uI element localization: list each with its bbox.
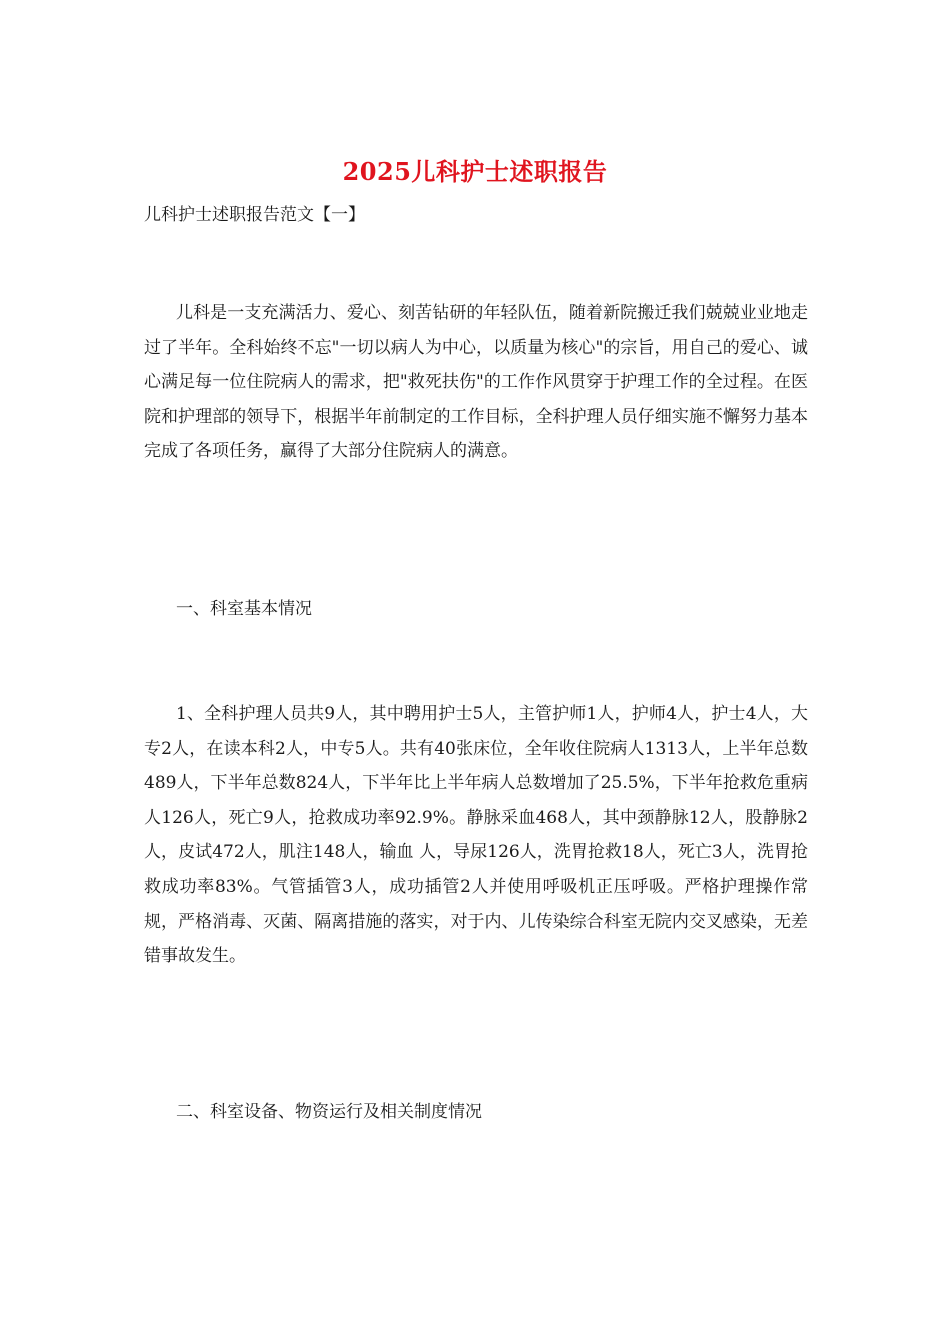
section-heading-equipment: 二、科室设备、物资运行及相关制度情况 <box>176 1102 482 1122</box>
document-title: 2025儿科护士述职报告 <box>342 157 608 186</box>
section-heading-basic-info: 一、科室基本情况 <box>176 599 312 619</box>
intro-paragraph: 儿科是一支充满活力、爱心、刻苦钻研的年轻队伍，随着新院搬迁我们兢兢业业地走过了半年。全科始终不忘"一切以病人为中心，以质量为核心"的宗旨，用自己的爱心、诚心满足每一位住院病人的需求，把"救死扶伤"的工作作风贯穿于护理工作的全过程。在医院和护理部的领导下，根据半年前制定的工作目标，全科护理人员仔细实施不懈努力基本完成了各项任务，赢得了大部分住院病人的满意。 <box>144 303 808 462</box>
document-subtitle: 儿科护士述职报告范文【一】 <box>144 205 365 225</box>
section-paragraph-basic-info: 1、全科护理人员共9人，其中聘用护士5人，主管护师1人，护师4人，护士4人，大专2人，在读本科2人，中专5人。共有40张床位，全年收住院病人1313人，上半年总数489人，下半年总数824人，下半年比上半年病人总数增加了25.5%，下半年抢救危重病人126人，死亡9人，抢救成功率92.9%。静脉采血468人，其中颈静脉12人，股静脉2人，皮试472人，肌注148人，输血 人，导尿126人，洗胃抢救18人，死亡3人，洗胃抢救成功率83%。气管插管3人，成功插管2人并使用呼吸机正压呼吸。严格护理操作常规，严格消毒、灭菌、隔离措施的落实，对于内、儿传染综合科室无院内交叉感染，无差错事故发生。 <box>144 704 808 967</box>
